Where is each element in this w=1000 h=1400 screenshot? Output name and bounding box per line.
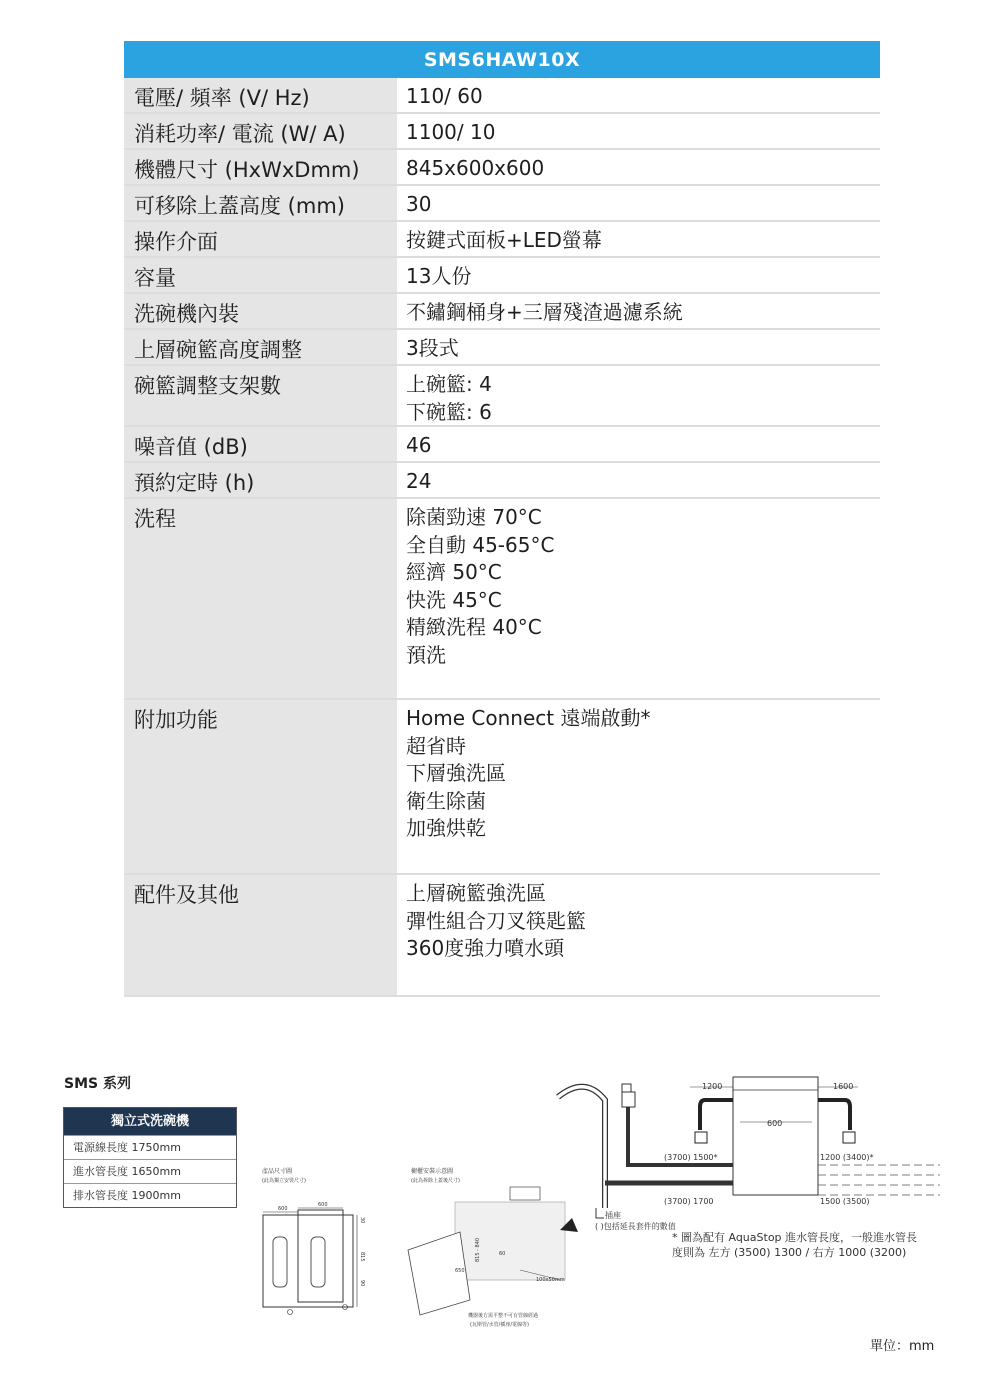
spec-value-line: 上碗籃: 4 [406, 372, 492, 396]
socket-right [843, 1132, 855, 1143]
door-handle-left [273, 1237, 287, 1287]
aquastop-valve [622, 1092, 635, 1107]
spec-value-line: 1100/ 10 [406, 120, 496, 144]
spec-value-line: 精緻洗程 40°C [406, 615, 542, 639]
product-size-diagram [262, 1167, 365, 1315]
dishwasher-outline [733, 1077, 818, 1195]
hose-3700-1700: (3700) 1700 [664, 1197, 714, 1206]
sms-item-drain-hose: 排水管長度 1900mm [64, 1183, 236, 1207]
socket-left [695, 1132, 707, 1143]
dim-600-left: 600 [278, 1206, 288, 1212]
unit-label: 單位：mm [870, 1339, 935, 1354]
hose-width-600: 600 [767, 1119, 783, 1128]
hose-1600: 1600 [833, 1082, 854, 1091]
aquastop-note-1: * 圖為配有 AquaStop 進水管長度，一般進水管長 [672, 1231, 918, 1244]
spec-value-line: 46 [406, 433, 432, 457]
spec-value-line: 3段式 [406, 336, 459, 360]
sms-item-power-cord: 電源線長度 1750mm [64, 1135, 236, 1159]
dim-815-840: 815 - 840 [475, 1237, 481, 1262]
spec-value-line: 加強烘乾 [406, 816, 486, 840]
dim-30: 30 [359, 1217, 365, 1224]
cabinet-title: 櫥櫃安裝示意圖 [411, 1168, 454, 1175]
spec-label: 容量 [124, 258, 397, 292]
dim-650: 650 [455, 1268, 465, 1274]
spec-value-line: 下碗籃: 6 [406, 399, 492, 424]
spec-label: 消耗功率/ 電流 (W/ A) [124, 114, 397, 148]
sms-box-title: 獨立式洗碗機 [64, 1108, 236, 1135]
sms-series-title: SMS 系列 [64, 1076, 131, 1092]
dim-60: 60 [499, 1251, 506, 1257]
spec-value-line: 24 [406, 469, 432, 493]
door-handle-right [311, 1237, 325, 1287]
spec-label: 配件及其他 [124, 875, 397, 995]
spec-value-line: 按鍵式面板+LED螢幕 [406, 228, 602, 252]
dishwasher-front-outline [263, 1215, 353, 1307]
spec-label: 洗碗機內裝 [124, 294, 397, 328]
spec-value-line: 全自動 45-65°C [406, 532, 555, 557]
cabinet-bottom-note: 機器後方需平整不可有管線經過 [468, 1313, 539, 1319]
hose-3700-1500: (3700) 1500* [664, 1153, 718, 1162]
spec-value-line: 預洗 [406, 642, 446, 667]
spec-value-line: 經濟 50°C [406, 560, 502, 584]
spec-label: 碗籃調整支架數 [124, 366, 397, 425]
spec-value-line: 超省時 [406, 733, 466, 758]
spec-label: 上層碗籃高度調整 [124, 330, 397, 364]
aquastop-note-2: 度則為 左方 (3500) 1300 / 右方 1000 (3200) [672, 1246, 907, 1259]
spec-label: 附加功能 [124, 700, 397, 873]
hose-1200: 1200 [702, 1082, 723, 1091]
product-size-title: 產品尺寸圖 [262, 1168, 293, 1175]
spec-value-line: 上層碗籃強洗區 [406, 881, 546, 905]
socket-legend-icon [596, 1208, 604, 1218]
spec-label: 電壓/ 頻率 (V/ Hz) [124, 78, 397, 112]
spec-label: 操作介面 [124, 222, 397, 256]
product-size-note: (此為獨立安裝尺寸) [262, 1178, 306, 1184]
model-header: SMS6HAW10X [124, 41, 880, 78]
spec-label: 預約定時 (h) [124, 463, 397, 497]
cabinet-install-diagram [408, 1167, 578, 1328]
sms-item-inlet-hose: 進水管長度 1650mm [64, 1159, 236, 1183]
dim-600-right: 600 [318, 1202, 328, 1208]
hose-1200-3400: 1200 (3400)* [820, 1153, 874, 1162]
spec-value-line: Home Connect 遠端啟動* [406, 706, 651, 730]
dim-90: 90 [359, 1280, 365, 1287]
spec-value-line: 845x600x600 [406, 156, 545, 180]
dishwasher-side-outline [298, 1210, 343, 1302]
spec-value-line: 除菌勁速 70°C [406, 505, 542, 529]
dim-815: 815 [359, 1252, 365, 1262]
spec-value-line: 不鏽鋼桶身+三層殘渣過濾系統 [406, 300, 683, 324]
spec-label: 噪音值 (dB) [124, 427, 397, 461]
spec-label: 機體尺寸 (HxWxDmm) [124, 150, 397, 184]
spec-value-line: 13人份 [406, 264, 472, 288]
cabinet-note: (此為拆除上蓋後尺寸) [411, 1178, 460, 1184]
spec-value-line: 彈性組合刀叉筷匙籃 [406, 908, 586, 933]
cabinet-bottom-note-2: (瓦斯管/水管/插座/電線等) [470, 1322, 529, 1328]
hose-1500-3500: 1500 (3500) [820, 1197, 870, 1206]
hose-length-diagram [558, 1077, 940, 1259]
spec-value-line: 110/ 60 [406, 84, 483, 108]
spec-value-line: 快洗 45°C [406, 587, 502, 612]
spec-value-line: 360度強力噴水頭 [406, 936, 565, 960]
legend-socket: 插座 [605, 1211, 621, 1220]
legend-extension: ( )包括延長套件的數值 [595, 1222, 676, 1231]
spec-label: 洗程 [124, 499, 397, 698]
spec-value-line: 30 [406, 192, 432, 216]
spec-label: 可移除上蓋高度 (mm) [124, 186, 397, 220]
dim-100x50: 100x50mm [536, 1277, 565, 1283]
spec-value-line: 下層強洗區 [406, 761, 506, 785]
spec-value-line: 衛生除菌 [406, 788, 486, 813]
